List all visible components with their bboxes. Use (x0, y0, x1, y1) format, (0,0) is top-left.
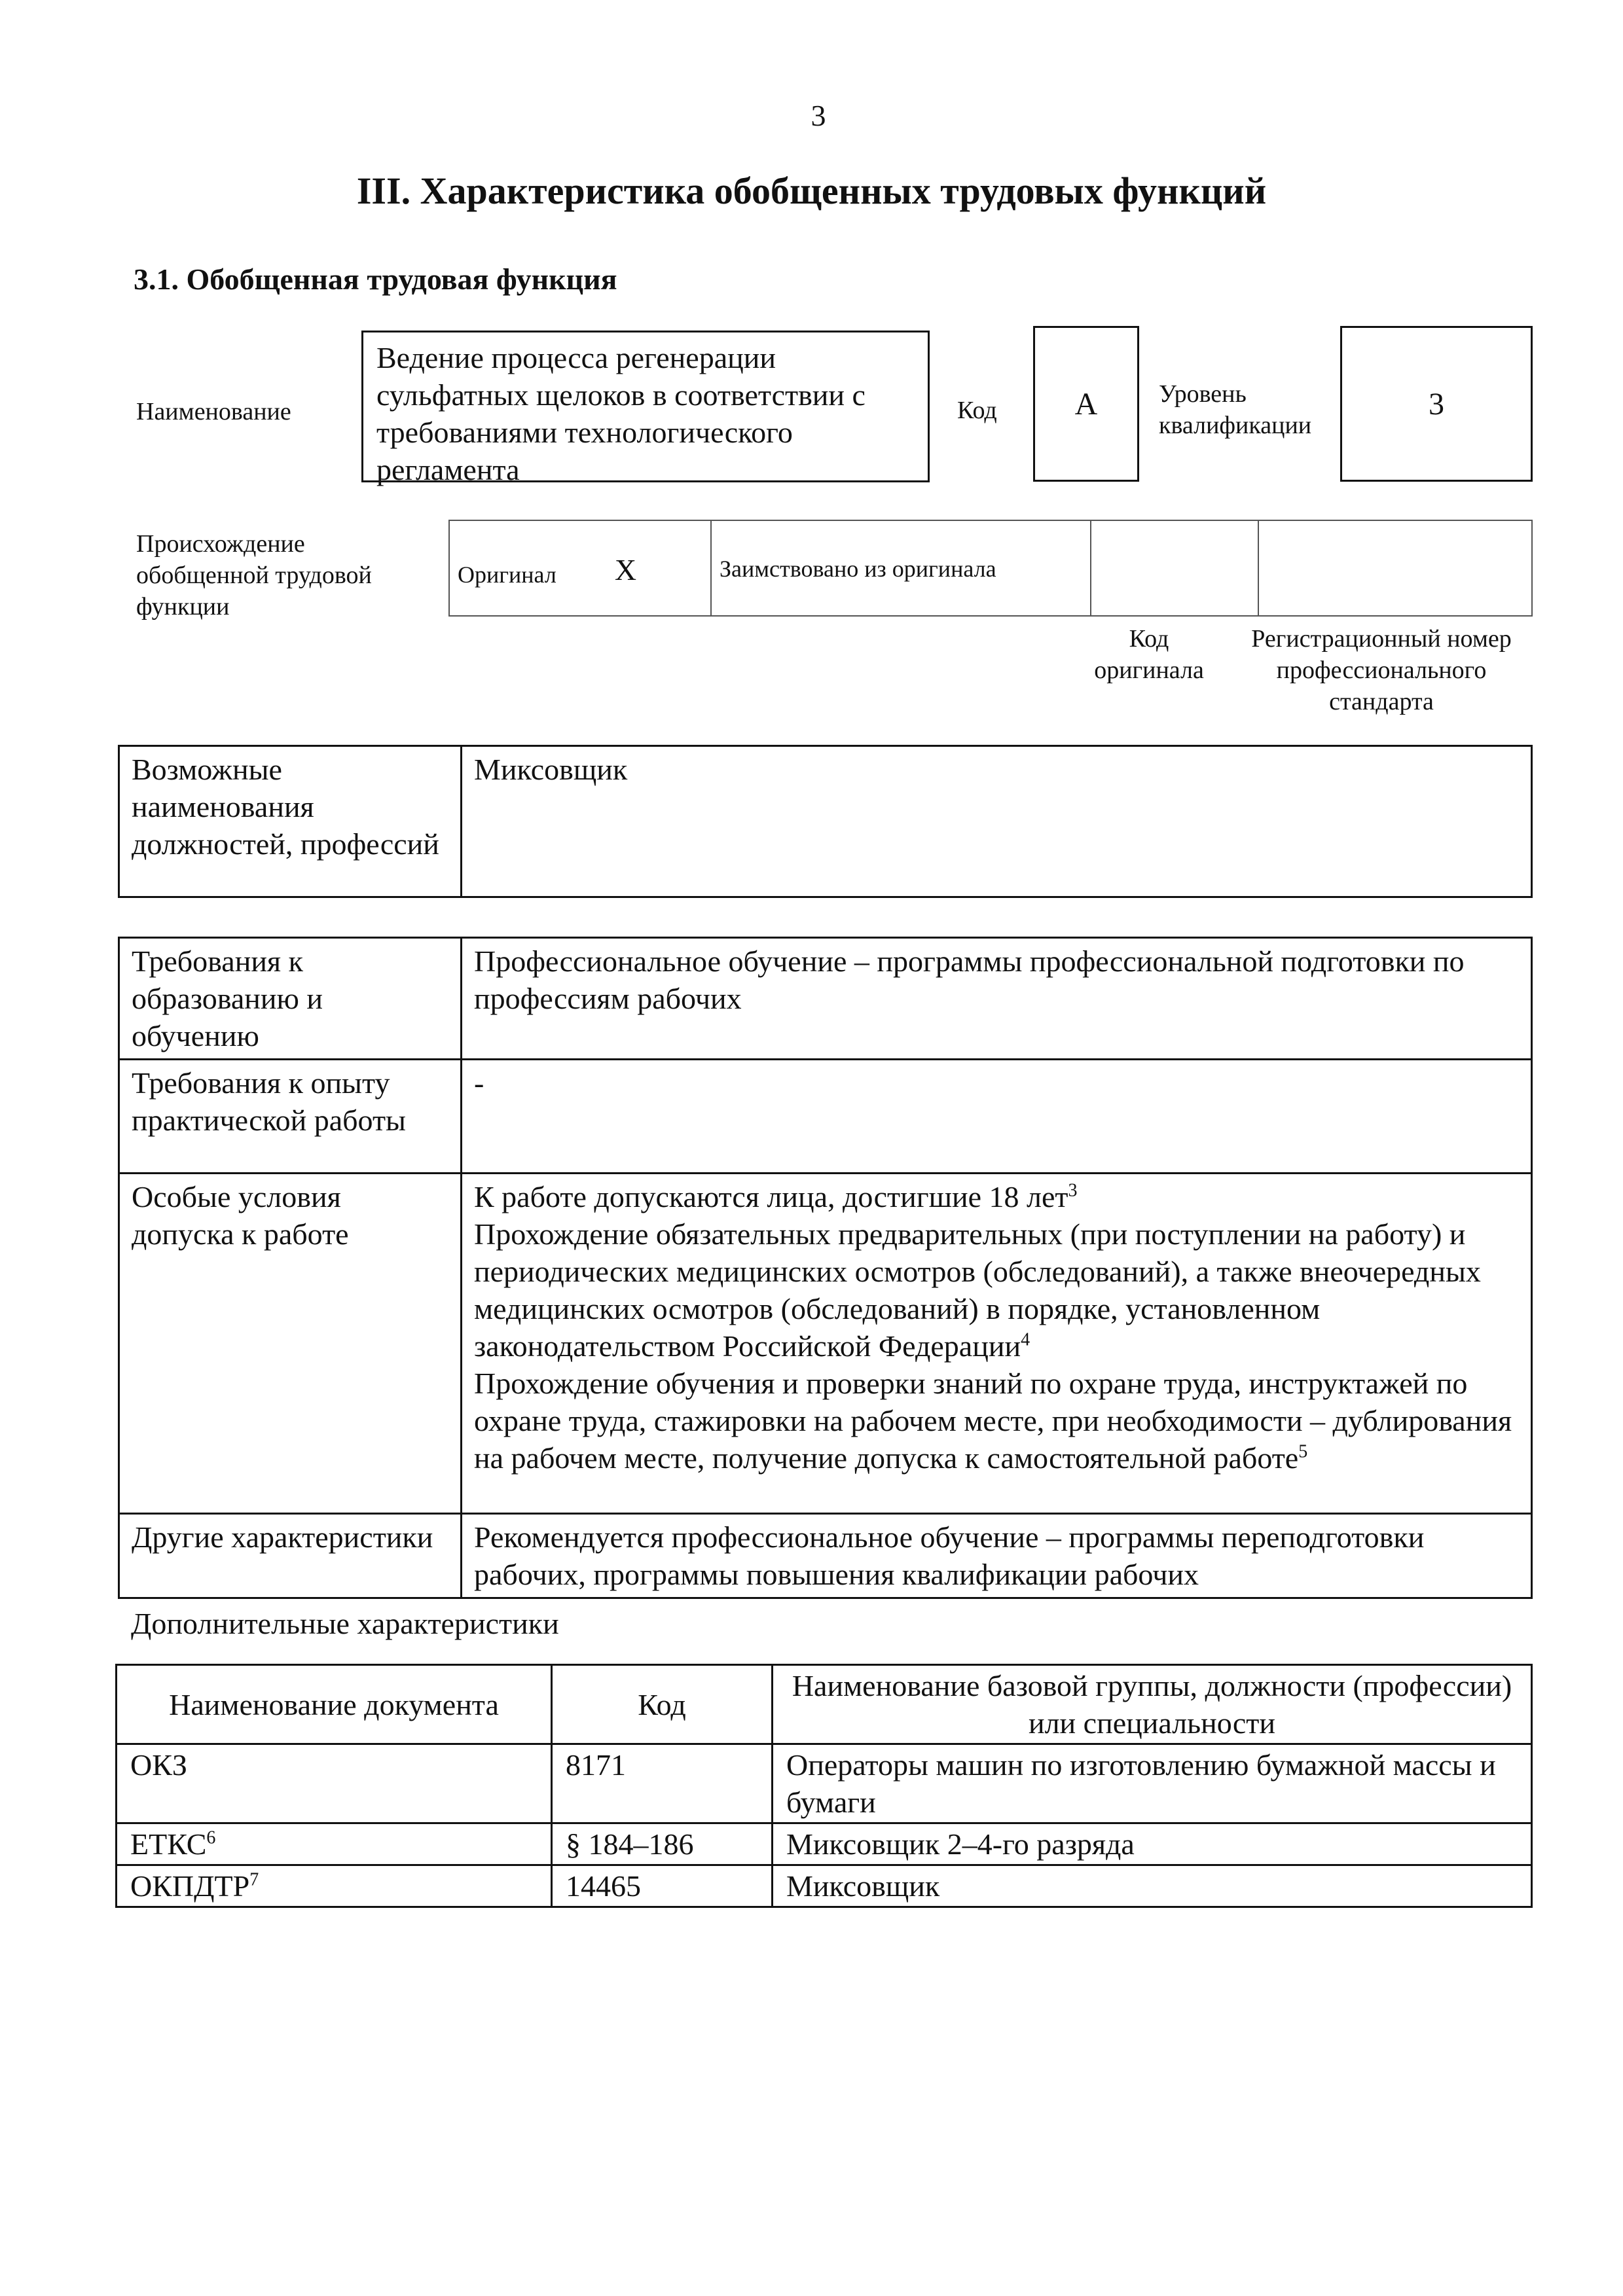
doc-cell: ЕТКС$^6$ (117, 1823, 552, 1865)
name-label: Наименование (136, 398, 291, 425)
admission-value (462, 1174, 1532, 1514)
footnote-ref: 6 (206, 1827, 216, 1848)
experience-label: Требования к опыту практической работы (119, 1060, 462, 1174)
subsection-title: 3.1. Обобщенная трудовая функция (134, 262, 617, 296)
page-number: 3 (811, 99, 826, 132)
section-title: III. Характеристика обобщенных трудовых функций (356, 170, 1267, 212)
code-value: А (1074, 386, 1098, 422)
table-row (117, 1744, 1532, 1823)
admission-label: Особые условия допуска к работе (119, 1174, 462, 1514)
footnote-ref: 5 (1298, 1441, 1308, 1462)
admission-line: К работе допускаются лица, достигшие 18 лет$^3$ (474, 1180, 1078, 1213)
table-row (117, 1823, 1532, 1865)
positions-value: Миксовщик (462, 746, 1532, 897)
origin-label: Происхождение обобщенной трудовой функции (136, 530, 372, 620)
original-mark: X (614, 553, 637, 586)
reg-number-caption: Регистрационный номер профессионального стандарта (1251, 625, 1512, 715)
doc-cell: ОКПДТР$^7$ (117, 1865, 552, 1907)
positions-table (118, 745, 1533, 898)
group-name-cell: Миксовщик (773, 1865, 1532, 1907)
doc-cell: ОКЗ (117, 1744, 552, 1823)
borrowed-label: Заимствовано из оригинала (720, 556, 996, 582)
code-cell: § 184–186 (552, 1823, 773, 1865)
additional-table (115, 1664, 1533, 1908)
other-label: Другие характеристики (119, 1514, 462, 1598)
footnote-ref: 3 (1068, 1180, 1078, 1201)
other-value: Рекомендуется профессиональное обучение – программы переподготовки рабочих, программы повышения квалификации рабочих (462, 1514, 1532, 1598)
origin-borrowed-cell (711, 520, 1091, 616)
origin-original-cell (449, 520, 711, 616)
header-name: Наименование базовой группы, должности (профессии) или специальности (773, 1665, 1532, 1744)
positions-label: Возможные наименования должностей, профессий (119, 746, 462, 897)
code-cell: 14465 (552, 1865, 773, 1907)
group-name-cell: Операторы машин по изготовлению бумажной массы и бумаги (773, 1744, 1532, 1823)
original-label: Оригинал (458, 562, 556, 588)
footnote-ref: 7 (249, 1869, 259, 1890)
admission-line: Прохождение обязательных предварительных (при поступлении на работу) и периодических медицинских осмотров (обследований), а также внеочередных медицинских осмотров (обследований) в порядке, установленном законодательством Российской Федерации$^4$ (474, 1217, 1481, 1363)
education-label: Требования к образованию и обучению (119, 938, 462, 1060)
reg-number-cell (1258, 520, 1532, 616)
group-name-cell: Миксовщик 2–4-го разряда (773, 1823, 1532, 1865)
additional-title: Дополнительные характеристики (131, 1607, 559, 1640)
header-doc: Наименование документа (117, 1665, 552, 1744)
code-cell: 8171 (552, 1744, 773, 1823)
qualification-level-label: Уровень квалификации (1159, 380, 1312, 439)
qualification-level-box (1340, 326, 1533, 482)
table-row (117, 1865, 1532, 1907)
footnote-ref: 4 (1021, 1329, 1030, 1350)
code-original-caption: Код оригинала (1094, 625, 1204, 684)
requirements-table (118, 937, 1533, 1599)
admission-line: Прохождение обучения и проверки знаний по охране труда, инструктажей по охране труда, стажировки на рабочем месте, при необходимости – дублирования на рабочем месте, получение допуска к самостоятельной работе$^5$ (474, 1367, 1512, 1475)
origin-table (448, 520, 1533, 617)
code-label: Код (957, 397, 997, 424)
qualification-level-value: 3 (1429, 386, 1444, 422)
header-code: Код (552, 1665, 773, 1744)
code-original-cell (1091, 520, 1258, 616)
experience-value: - (462, 1060, 1532, 1174)
education-value: Профессиональное обучение – программы профессиональной подготовки по профессиям рабочих (462, 938, 1532, 1060)
code-value-box (1033, 326, 1139, 482)
function-name-box: Ведение процесса регенерации сульфатных щелоков в соответствии с требованиями технологического регламента (361, 331, 930, 482)
